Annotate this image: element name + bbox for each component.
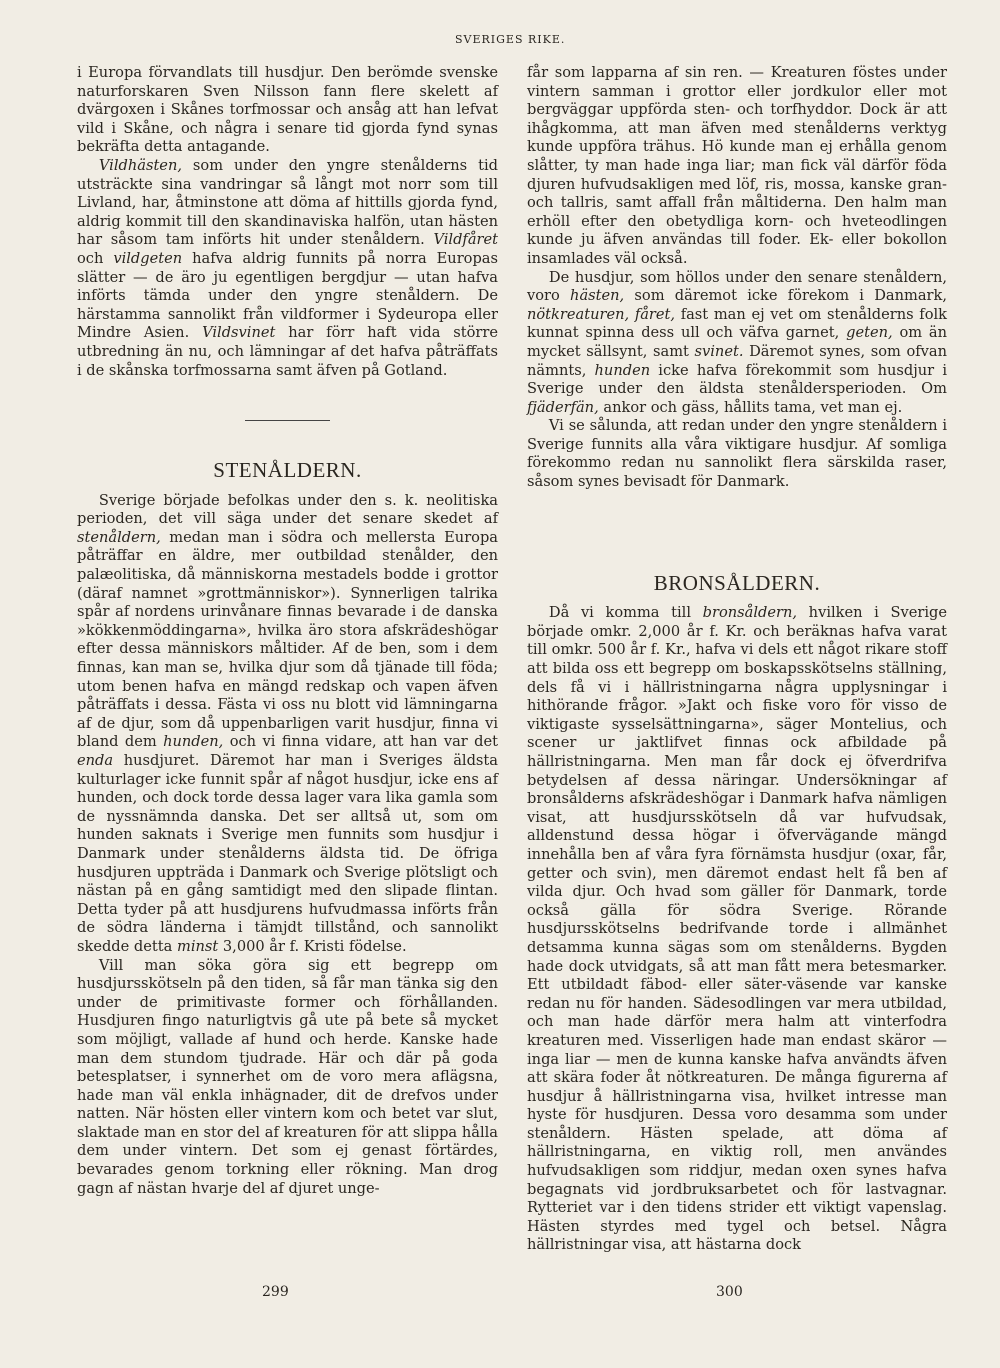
page-number-left: 299 xyxy=(262,1284,289,1300)
left-paragraph-1: i Europa förvandlats till husdjur. Den berömde svenske naturforskaren Sven Nilsson fann flere skelett af dvärgoxen i Skånes torfmossar och ansåg att han lefvat vild i Skåne, och några i senare tid gjorda fynd synas bekräfta detta antagande. xyxy=(77,64,498,156)
right-paragraph-1: får som lapparna af sin ren. — Kreaturen föstes under vintern samman i grottor eller jordkulor eller mot bergväggar uppförda sten- och torfhyddor. Dock är att ihågkomma, att man äfven med stenålderns verktyg kunde uppföra trähus. Hö kunde man ej erhålla genom slåtter, ty man hade inga liar; man fick väl därför föda djuren hufvudsakligen med löf, ris, mossa, kanske gran- och tallris, samt affall från måltiderna. Den halm man erhöll efter den obetydliga korn- och hveteodlingen kunde ju äfven användas till foder. Ek- eller bokollon insamlades väl också. xyxy=(527,64,947,267)
heading-bronsaldern: BRONSÅLDERN. xyxy=(653,570,821,595)
term-vildfaret: Vildfåret xyxy=(433,231,498,249)
right-paragraph-3: Vi se sålunda, att redan under den yngre stenåldern i Sverige funnits alla våra viktigare husdjur. Af somliga förekommo redan nu sannolikt flera särskilda raser, såsom synes bevisadt för Danmark. xyxy=(527,417,947,491)
left-paragraph-4: Vill man söka göra sig ett begrepp om husdjursskötseln på den tiden, så får man tänka sig den under de primitivaste former och förhållanden. Husdjuren fingo naturligtvis gå ute på bete så mycket som möjligt, vallade af hund och herde. Kanske hade man dem stundom tjudrade. Här och där på goda betesplatser, i synnerhet om de voro mera aflägsna, hade man väl enkla inhägnader, dit de drefvos under natten. När hösten eller vintern kom och betet var slut, slaktade man en stor del af kreaturen för att slippa hålla dem under vintern. Det som ej genast förtärdes, bevarades genom torkning eller rökning. Man drog gagn af nästan hvarje del af djuret unge- xyxy=(77,956,498,1197)
term-vildgeten: vildgeten xyxy=(113,249,183,267)
running-head: SVERIGES RIKE. xyxy=(455,33,566,46)
heading-stenaldern: STENÅLDERN. xyxy=(213,458,362,483)
left-paragraph-3: Sverige började befolkas under den s. k. neolitiska perioden, det vill säga under det senare skedet af stenåldern, medan man i södra och mellersta Europa påträffar en äldre, mer outbildad stenålder, den palæolitiska, då människorna mestadels bodde i grottor (däraf namnet »grottmänniskor»). Synnerligen talrika spår af nordens urinvånare finnas bevarade i de danska »kökkenmöddingarna», hvilka äro stora afskrädeshögar efter dessa människors måltider. Af de ben, som i dem finnas, kan man se, hvilka djur som då tjänade till föda; utom benen hafva en mängd redskap och vapen äfven påträffats i dessa. Fästa vi oss nu blott vid lämningarna af de djur, som då uppenbarligen varit husdjur, finna vi bland dem hunden, och vi finna vidare, att han var det enda husdjuret. Däremot har man i Sveriges äldsta kulturlager icke funnit spår af något husdjur, icke ens af hunden, och dock torde dessa lager vara lika gamla som de nyssnämnda danska. Det ser alltså ut, som om hunden saknats i Sverige men funnits som husdjur i Danmark under stenålderns äldsta tid. De öfriga husdjuren uppträda i Danmark och Sverige plötsligt och nästan på en gång samtidigt med den slipade flintan. Detta tyder på att husdjurens hufvudmassa införts från de södra länderna i tämjdt tillstånd, och sannolikt skedde detta minst 3,000 år f. Kristi födelse. xyxy=(77,491,499,955)
right-paragraph-4: Då vi komma till bronsåldern, hvilken i Sverige började omkr. 2,000 år f. Kr. och beräknas hafva varat till omkr. 500 år f. Kr., hafva vi dels ett något rikare stoff att bilda oss ett begrepp om boskapsskötselns ställning, dels få vi i hällristningarna några upplysningar i hithörande frågor. »Jakt och fiske voro för visso de viktigaste sysselsättningarna», säger Montelius, och scener ur jaktlifvet finnas ock afbildade på hällristningarna. Men man får dock ej öfverdrifva betydelsen af dessa näringar. Undersökningar af bronsålderns afskrädeshögar i Danmark hafva nämligen visat, att husdjursskötseln då var hufvudsak, alldenstund dessa högar i öfvervägande mängd innehålla ben af våra fyra förnämsta husdjur (oxar, får, getter och svin), men däremot endast helt få ben af vilda djur. Och hvad som gäller för Danmark, torde också gälla för södra Sverige. Rörande husdjursskötselns bedrifvande torde i allmänhet detsamma kunna sägas som om stenålderns. Bygden hade dock utvidgats, så att man fått mera betesmarker. Ett utbildadt fäbod- eller säter-väsende var kanske redan nu för handen. Sädesodlingen var mera utbildad, och man hade därför mera halm att vinterfodra kreaturen med. Visserligen hade man endast skäror — inga liar — men de kunna kanske hafva användts äfven att skära foder åt nötkreaturen. De många figurerna af husdjur å hällristningarna visa, hvilket intresse man hyste för husdjuren. Dessa voro desamma som under stenåldern. Hästen spelade, att döma af hällristningarna, en viktig roll, men användes hufvudsakligen som riddjur, medan oxen synes hafva begagnats vid jordbruksarbetet och för lastvagnar. Rytteriet var i den tidens strider ett viktigt vapenslag. Hästen styrdes med tygel och betsel. Några hällristningar visa, att hästarna dock xyxy=(527,604,947,1254)
left-column xyxy=(77,64,498,1198)
term-vildhasten: Vildhästen, xyxy=(98,156,182,174)
right-paragraph-2: De husdjur, som höllos under den senare stenåldern, voro hästen, som däremot icke förekom i Danmark, nötkreaturen, fåret, fast man ej vet om stenålderns folk kunnat spinna dess ull och väfva garnet, geten, om än mycket sällsynt, samt svinet. Däremot synes, som ofvan nämnts, hunden icke hafva förekommit som husdjur i Sverige under den äldsta stenåldersperioden. Om fjäderfän, ankor och gäss, hållits tama, vet man ej. xyxy=(527,268,948,416)
page-number-right: 300 xyxy=(716,1284,743,1300)
left-paragraph-2: Vildhästen, som under den yngre stenålderns tid utsträckte sina vandringar så långt mot norr som till Livland, har, åtminstone att döma af hittills gjorda fynd, aldrig kommit till den skandinaviska halfön, utan hästen har såsom tam införts hit under stenåldern. Vildfåret och vildgeten hafva aldrig funnits på norra Europas slätter — de äro ju egentligen bergdjur — utan hafva införts tämda under den yngre stenåldern. De härstamma sannolikt från vildformer i Sydeuropa eller Mindre Asien. Vildsvinet har förr haft vida större utbredning än nu, och lämningar af det hafva påträffats i de skånska torfmossarna samt äfven på Gotland. xyxy=(77,156,499,379)
term-vildsvinet: Vildsvinet xyxy=(202,324,276,342)
right-column xyxy=(527,64,947,1255)
